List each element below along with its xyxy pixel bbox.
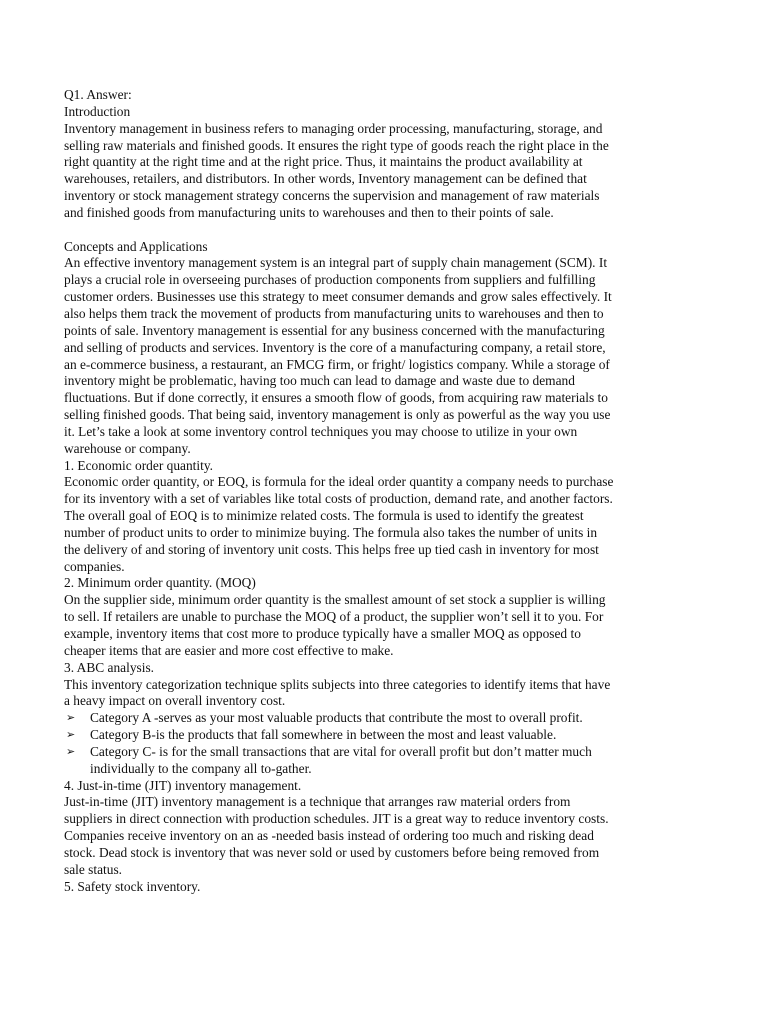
paragraph-line: and finished goods from manufacturing units to warehouses and then to their points of sale.	[64, 204, 554, 220]
paragraph-line: to sell. If retailers are unable to purchase the MOQ of a product, the supplier won’t sell it to you. For	[64, 609, 604, 625]
abc-paragraph	[64, 677, 704, 711]
section-heading-jit: 4. Just-in-time (JIT) inventory management.	[64, 777, 302, 793]
paragraph-line: Inventory management in business refers to managing order processing, manufacturing, storage, and	[64, 120, 603, 136]
paragraph-line: the delivery of and storing of inventory unit costs. This helps free up tied cash in inventory for most	[64, 541, 599, 557]
paragraph-line: fluctuations. But if done correctly, it ensures a smooth flow of goods, from acquiring raw materials to	[64, 390, 608, 406]
paragraph-line: a heavy impact on overall inventory cost.	[64, 693, 286, 709]
abc-category-list	[64, 710, 704, 777]
moq-paragraph	[64, 592, 704, 659]
paragraph-line: companies.	[64, 558, 125, 574]
paragraph-line: an e-commerce business, a restaurant, an FMCG firm, or fright/ logistics company. While a storage of	[64, 356, 610, 372]
section-heading-concepts: Concepts and Applications	[64, 238, 208, 254]
section-heading-safety-stock: 5. Safety stock inventory.	[64, 878, 201, 894]
jit-paragraph	[64, 794, 704, 878]
arrowhead-bullet-icon: ➢	[66, 744, 76, 758]
section-heading-introduction: Introduction	[64, 103, 131, 119]
paragraph-line: suppliers in direct connection with production schedules. JIT is a great way to reduce inventory costs.	[64, 811, 609, 827]
paragraph-line: selling raw materials and finished goods. It ensures the right type of goods reach the right place in the	[64, 137, 609, 153]
paragraph-line: Just-in-time (JIT) inventory management is a technique that arranges raw material orders from	[64, 794, 571, 810]
paragraph-line: The overall goal of EOQ is to minimize related costs. The formula is used to identify the greatest	[64, 508, 584, 524]
introduction-paragraph	[64, 121, 704, 222]
paragraph-line: example, inventory items that cost more to produce typically have a smaller MOQ as opposed to	[64, 626, 581, 641]
paragraph-line: inventory or stock management strategy concerns the supervision and management of raw materials	[64, 188, 600, 204]
list-item-text: Category A -serves as your most valuable products that contribute the most to overall profit.	[90, 710, 583, 726]
paragraph-line: points of sale. Inventory management is essential for any business concerned with the manufacturing	[64, 322, 605, 338]
paragraph-line: On the supplier side, minimum order quantity is the smallest amount of set stock a supplier is willing	[64, 592, 606, 608]
paragraph-line: This inventory categorization technique splits subjects into three categories to identify items that have	[64, 676, 611, 692]
paragraph-line: cheaper items that are easier and more cost effective to make.	[64, 642, 394, 658]
paragraph-line: for its inventory with a set of variables like total costs of production, demand rate, and another factors.	[64, 491, 613, 507]
list-item	[64, 710, 704, 727]
arrowhead-bullet-icon: ➢	[66, 711, 76, 725]
document-page	[64, 87, 704, 896]
arrowhead-bullet-icon: ➢	[66, 728, 76, 742]
list-item-text: Category B-is the products that fall somewhere in between the most and least valuable.	[90, 727, 557, 743]
paragraph-line: sale status.	[64, 861, 123, 877]
paragraph-line: selling finished goods. That being said, inventory management is only as powerful as the way you use	[64, 407, 611, 423]
concepts-paragraph	[64, 255, 704, 457]
paragraph-spacer	[64, 222, 704, 239]
list-item	[64, 727, 704, 744]
paragraph-line: right quantity at the right time and at the right price. Thus, it maintains the product availability at	[64, 154, 583, 170]
paragraph-line: number of product units to order to minimize buying. The formula also takes the number of units in	[64, 524, 598, 540]
paragraph-line: inventory might be problematic, having too much can lead to damage and waste due to demand	[64, 373, 575, 389]
paragraph-line: Companies receive inventory on an as -needed basis instead of ordering too much and risking dead	[64, 828, 594, 844]
question-heading: Q1. Answer:	[64, 87, 132, 102]
section-heading-moq: 2. Minimum order quantity. (MOQ)	[64, 575, 256, 591]
paragraph-line: also helps them track the movement of products from manufacturing units to warehouses and then to	[64, 305, 604, 321]
list-item-text: individually to the company all to-gather.	[90, 760, 312, 776]
eoq-paragraph	[64, 474, 704, 575]
paragraph-line: An effective inventory management system is an integral part of supply chain management (SCM). It	[64, 255, 608, 271]
paragraph-line: Economic order quantity, or EOQ, is formula for the ideal order quantity a company needs to purchase	[64, 474, 614, 490]
list-item-text: Category C- is for the small transactions that are vital for overall profit but don’t matter much	[90, 743, 592, 759]
section-heading-eoq: 1. Economic order quantity.	[64, 457, 213, 473]
paragraph-line: stock. Dead stock is inventory that was never sold or used by customers before being removed from	[64, 844, 600, 860]
paragraph-line: it. Let’s take a look at some inventory control techniques you may choose to utilize in your own	[64, 423, 578, 439]
list-item	[64, 744, 704, 778]
paragraph-line: customer orders. Businesses use this strategy to meet consumer demands and grow sales effectively. It	[64, 289, 612, 305]
paragraph-line: warehouses, retailers, and distributors. In other words, Inventory management can be defined that	[64, 171, 587, 187]
paragraph-line: warehouse or company.	[64, 440, 191, 456]
paragraph-line: plays a crucial role in overseeing purchases of production components from suppliers and fulfilling	[64, 272, 596, 288]
paragraph-line: and selling of products and services. Inventory is the core of a manufacturing company, a retail store,	[64, 339, 606, 355]
section-heading-abc: 3. ABC analysis.	[64, 659, 155, 675]
